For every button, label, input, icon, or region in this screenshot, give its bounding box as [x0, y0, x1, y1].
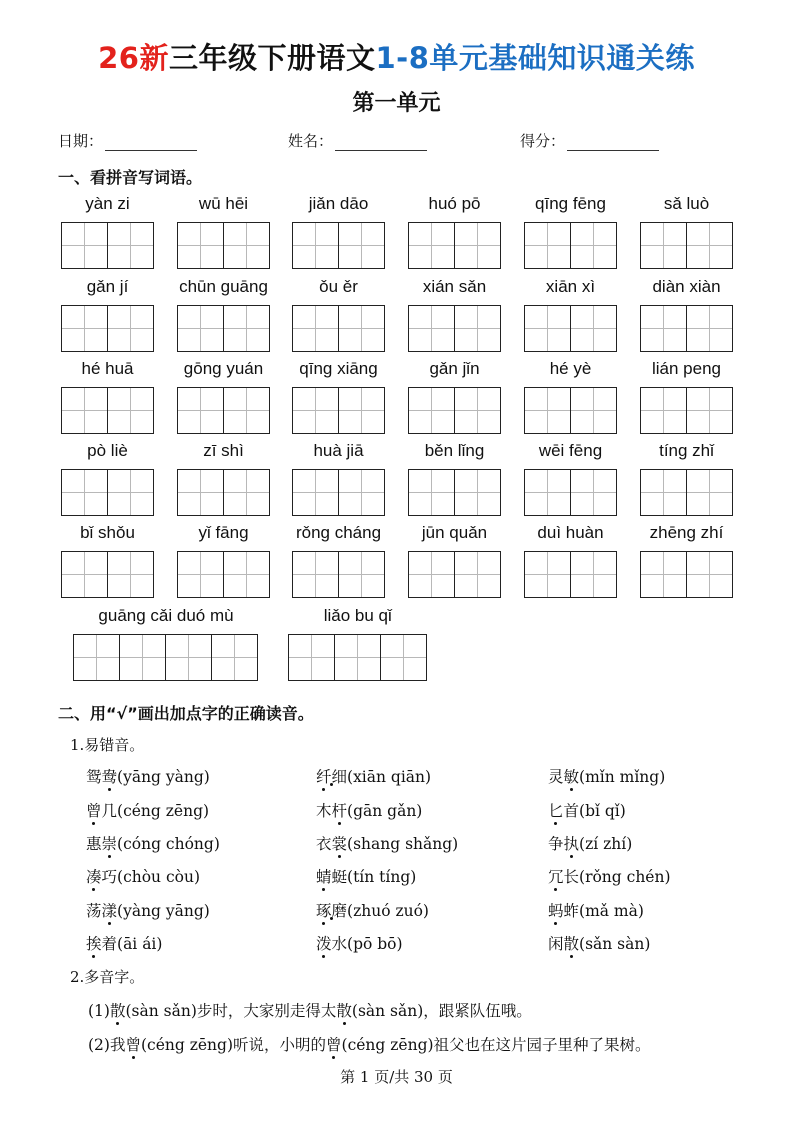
pinyin-label: chūn guāng — [179, 277, 268, 296]
writing-grid[interactable] — [61, 551, 154, 598]
writing-cell[interactable] — [293, 305, 339, 352]
dotted-character: 崇 — [102, 832, 118, 854]
pinyin-label: liǎo bu qǐ — [323, 606, 392, 625]
writing-grid[interactable] — [292, 222, 385, 269]
writing-cell[interactable] — [571, 469, 617, 516]
title-topic: 1-8单元基础知识通关练 — [375, 41, 695, 75]
writing-grid[interactable] — [640, 222, 733, 269]
pinyin-label: zhēng zhí — [649, 523, 724, 542]
writing-cell[interactable] — [293, 551, 339, 598]
writing-cell[interactable] — [120, 634, 166, 681]
title-year: 26新 — [98, 41, 169, 75]
writing-grid[interactable] — [292, 469, 385, 516]
writing-grid[interactable] — [73, 634, 258, 681]
writing-grid[interactable] — [177, 222, 270, 269]
writing-cell[interactable] — [525, 222, 571, 269]
word-item[interactable]: 琢磨(zhuó zuó) — [316, 899, 429, 921]
writing-cell[interactable] — [409, 305, 455, 352]
writing-cell[interactable] — [62, 222, 108, 269]
word-item[interactable]: 衣裳(shang shǎng) — [316, 832, 458, 854]
pinyin-label: gǎn jí — [86, 277, 129, 296]
dotted-character: 散 — [564, 932, 580, 954]
writing-grid[interactable] — [524, 551, 617, 598]
writing-cell[interactable] — [339, 222, 385, 269]
writing-cell[interactable] — [339, 387, 385, 434]
pinyin-label: bǐ shǒu — [80, 523, 135, 542]
writing-cell[interactable] — [409, 551, 455, 598]
word-item[interactable]: 凑巧(chòu còu) — [86, 865, 200, 887]
pinyin-label: wēi fēng — [538, 441, 603, 460]
pinyin-label: rǒng cháng — [295, 523, 382, 542]
writing-cell[interactable] — [289, 634, 335, 681]
writing-grid[interactable] — [640, 387, 733, 434]
sentence-2: (2)我曾(céng zēng)听说，小明的曾(céng zēng)祖父也在这片园子里种了果树。 — [88, 1033, 651, 1055]
writing-grid[interactable] — [408, 305, 501, 352]
writing-grid[interactable] — [177, 551, 270, 598]
info-row — [0, 130, 793, 154]
writing-cell[interactable] — [108, 305, 154, 352]
writing-cell[interactable] — [335, 634, 381, 681]
pinyin-label: běn lǐng — [424, 441, 485, 460]
pinyin-label: sǎ luò — [663, 194, 710, 213]
writing-cell[interactable] — [108, 222, 154, 269]
writing-cell[interactable] — [224, 387, 270, 434]
pinyin-label: xián sǎn — [422, 277, 487, 296]
writing-cell[interactable] — [74, 634, 120, 681]
writing-cell[interactable] — [641, 387, 687, 434]
word-item[interactable]: 挨着(āi ái) — [86, 932, 162, 954]
writing-cell[interactable] — [381, 634, 427, 681]
writing-cell[interactable] — [212, 634, 258, 681]
writing-cell[interactable] — [178, 551, 224, 598]
dotted-character: 裳 — [332, 832, 348, 854]
writing-cell[interactable] — [455, 222, 501, 269]
dotted-character: 泼 — [316, 932, 332, 954]
section-1-heading: 一、看拼音写词语。 — [58, 168, 203, 187]
writing-cell[interactable] — [687, 222, 733, 269]
writing-grid[interactable] — [524, 387, 617, 434]
dotted-character: 挨 — [86, 932, 102, 954]
writing-cell[interactable] — [687, 387, 733, 434]
unit-title: 第一单元 — [352, 91, 441, 116]
pinyin-label: diàn xiàn — [652, 277, 721, 296]
writing-grid[interactable] — [292, 551, 385, 598]
sentence-1: (1)散(sàn sǎn)步时，大家别走得太散(sàn sǎn)，跟紧队伍哦。 — [88, 999, 532, 1021]
writing-cell[interactable] — [409, 222, 455, 269]
writing-cell[interactable] — [62, 551, 108, 598]
writing-cell[interactable] — [293, 222, 339, 269]
writing-grid[interactable] — [177, 469, 270, 516]
writing-cell[interactable] — [641, 222, 687, 269]
pinyin-label: lián peng — [651, 359, 721, 378]
pinyin-label: jiǎn dāo — [308, 194, 369, 213]
pinyin-label: hé huā — [81, 359, 134, 378]
writing-cell[interactable] — [525, 387, 571, 434]
writing-cell[interactable] — [224, 551, 270, 598]
writing-cell[interactable] — [178, 469, 224, 516]
dotted-character: 漾 — [102, 899, 118, 921]
dotted-character: 蜻 — [316, 865, 332, 887]
writing-cell[interactable] — [687, 305, 733, 352]
pinyin-label: wū hēi — [198, 194, 249, 213]
writing-grid[interactable] — [640, 551, 733, 598]
pinyin-label: duì huàn — [537, 523, 604, 542]
page-footer: 第 1 页/共 30 页 — [340, 1068, 453, 1086]
word-item[interactable]: 木杆(gān gǎn) — [316, 799, 422, 821]
word-item[interactable]: 冗长(rǒng chén) — [548, 865, 671, 887]
page-title — [0, 36, 793, 77]
pinyin-label: hé yè — [549, 359, 592, 378]
pinyin-label: guāng cǎi duó mù — [98, 606, 234, 625]
writing-cell[interactable] — [687, 469, 733, 516]
writing-cell[interactable] — [339, 551, 385, 598]
writing-cell[interactable] — [571, 305, 617, 352]
writing-grid[interactable] — [177, 387, 270, 434]
word-item[interactable]: 蚂蚱(mǎ mà) — [548, 899, 644, 921]
word-item[interactable]: 灵敏(mǐn mǐng) — [548, 765, 665, 787]
writing-grid[interactable] — [408, 469, 501, 516]
writing-grid[interactable] — [524, 222, 617, 269]
writing-grid[interactable] — [292, 305, 385, 352]
writing-cell[interactable] — [166, 634, 212, 681]
pinyin-label: gǎn jǐn — [429, 359, 480, 378]
writing-cell[interactable] — [224, 469, 270, 516]
writing-cell[interactable] — [455, 551, 501, 598]
writing-cell[interactable] — [108, 551, 154, 598]
writing-cell[interactable] — [409, 469, 455, 516]
dotted-character: 匕 — [548, 799, 564, 821]
writing-grid[interactable] — [292, 387, 385, 434]
writing-cell[interactable] — [571, 387, 617, 434]
writing-grid[interactable] — [408, 551, 501, 598]
writing-grid[interactable] — [408, 387, 501, 434]
writing-cell[interactable] — [455, 469, 501, 516]
dotted-character: 凑 — [86, 865, 102, 887]
dotted-character: 鸯 — [102, 765, 118, 787]
writing-grid[interactable] — [288, 634, 427, 681]
writing-cell[interactable] — [178, 387, 224, 434]
word-item[interactable]: 蜻蜓(tín tíng) — [316, 865, 416, 887]
writing-cell[interactable] — [641, 469, 687, 516]
writing-grid[interactable] — [61, 469, 154, 516]
section-2-heading: 二、用“√”画出加点字的正确读音。 — [58, 704, 314, 723]
sub-heading-polyphonic: 2.多音字。 — [70, 968, 145, 986]
writing-cell[interactable] — [178, 305, 224, 352]
writing-cell[interactable] — [571, 222, 617, 269]
writing-grid[interactable] — [61, 222, 154, 269]
word-item[interactable]: 匕首(bǐ qǐ) — [548, 799, 626, 821]
date-field[interactable]: 日期： — [58, 130, 197, 151]
name-field[interactable]: 姓名： — [288, 130, 427, 151]
writing-cell[interactable] — [224, 305, 270, 352]
writing-grid[interactable] — [640, 305, 733, 352]
pinyin-label: huà jiā — [313, 441, 364, 460]
writing-cell[interactable] — [293, 469, 339, 516]
writing-cell[interactable] — [339, 305, 385, 352]
pinyin-label: jūn quǎn — [421, 523, 488, 542]
pinyin-label: huó pō — [428, 194, 481, 213]
writing-cell[interactable] — [178, 222, 224, 269]
pinyin-label: ǒu ěr — [319, 277, 358, 296]
word-item[interactable]: 惠崇(cóng chóng) — [86, 832, 220, 854]
writing-cell[interactable] — [409, 387, 455, 434]
writing-cell[interactable] — [687, 551, 733, 598]
writing-grid[interactable] — [524, 469, 617, 516]
writing-cell[interactable] — [293, 387, 339, 434]
pinyin-label: qīng xiāng — [299, 359, 378, 378]
pinyin-label: tíng zhǐ — [659, 441, 714, 460]
writing-cell[interactable] — [62, 387, 108, 434]
pinyin-label: yàn zi — [85, 194, 130, 213]
writing-cell[interactable] — [455, 305, 501, 352]
dotted-character: 执 — [564, 832, 580, 854]
writing-cell[interactable] — [525, 305, 571, 352]
pinyin-label: xiān xì — [545, 277, 596, 296]
pinyin-label: yǐ fāng — [198, 523, 249, 542]
dotted-character: 蚂 — [548, 899, 564, 921]
writing-cell[interactable] — [108, 469, 154, 516]
dotted-character: 曾 — [86, 799, 102, 821]
writing-grid[interactable] — [640, 469, 733, 516]
writing-cell[interactable] — [62, 469, 108, 516]
pinyin-label: pò liè — [87, 441, 128, 460]
writing-cell[interactable] — [108, 387, 154, 434]
dotted-character: 冗 — [548, 865, 564, 887]
writing-cell[interactable] — [641, 551, 687, 598]
writing-cell[interactable] — [339, 469, 385, 516]
word-item[interactable]: 纤细(xiān qiān) — [316, 765, 431, 787]
pinyin-label: zī shì — [203, 441, 244, 460]
writing-grid[interactable] — [177, 305, 270, 352]
writing-cell[interactable] — [525, 551, 571, 598]
writing-cell[interactable] — [455, 387, 501, 434]
word-item[interactable]: 荡漾(yàng yāng) — [86, 899, 210, 921]
word-item[interactable]: 争执(zí zhí) — [548, 832, 632, 854]
word-item[interactable]: 鸳鸯(yāng yàng) — [86, 765, 210, 787]
word-item[interactable]: 曾几(céng zēng) — [86, 799, 209, 821]
writing-cell[interactable] — [525, 469, 571, 516]
pinyin-label: qīng fēng — [535, 194, 606, 213]
writing-cell[interactable] — [62, 305, 108, 352]
writing-grid[interactable] — [524, 305, 617, 352]
writing-grid[interactable] — [61, 387, 154, 434]
title-grade: 三年级下册语文 — [168, 41, 376, 75]
sub-heading-error-prone: 1.易错音。 — [70, 736, 145, 754]
word-item[interactable]: 闲散(sǎn sàn) — [548, 932, 650, 954]
dotted-character: 杆 — [332, 799, 348, 821]
writing-cell[interactable] — [571, 551, 617, 598]
dotted-character: 敏 — [564, 765, 580, 787]
score-field[interactable]: 得分： — [520, 130, 659, 151]
pinyin-label: gōng yuán — [183, 359, 264, 378]
word-item[interactable]: 泼水(pō bō) — [316, 932, 403, 954]
writing-grid[interactable] — [61, 305, 154, 352]
writing-cell[interactable] — [224, 222, 270, 269]
writing-grid[interactable] — [408, 222, 501, 269]
writing-cell[interactable] — [641, 305, 687, 352]
